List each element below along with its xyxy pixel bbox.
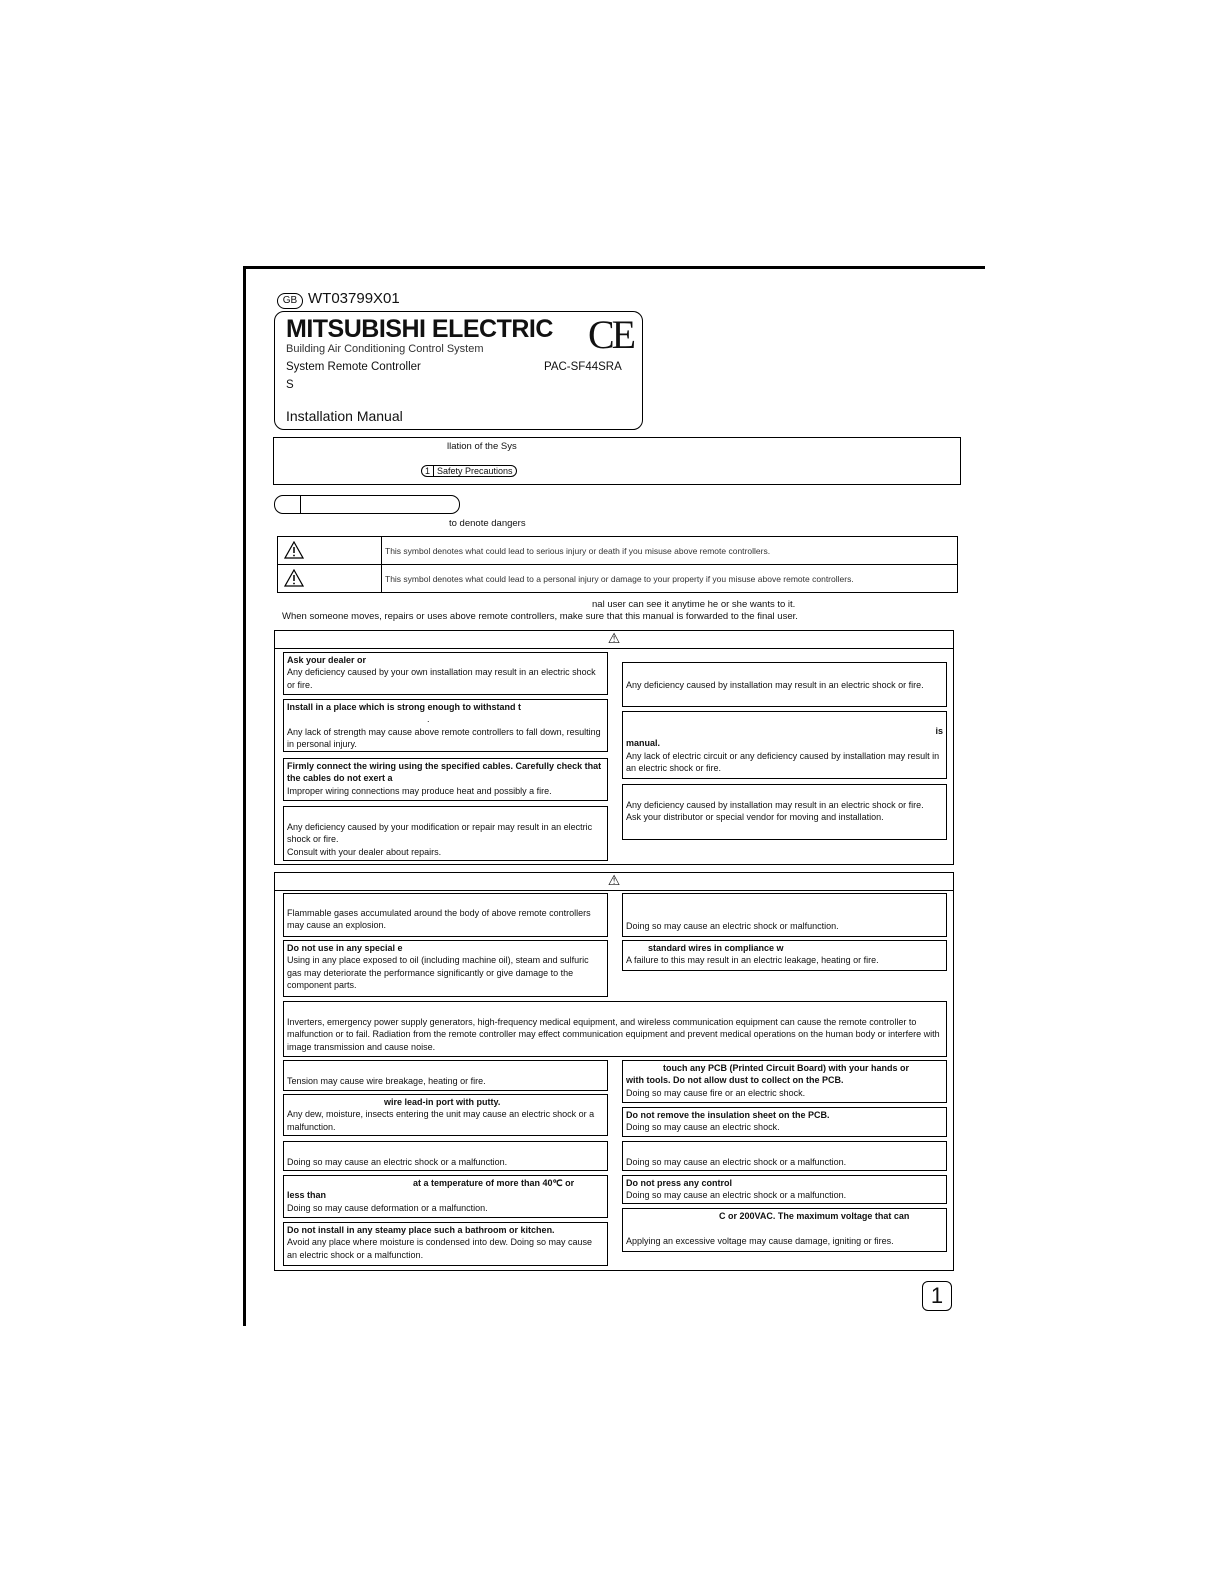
caution-item xyxy=(622,893,947,937)
contents-heading: llation of the Sys xyxy=(447,441,517,452)
caution-item xyxy=(283,1222,608,1266)
model-number: PAC-SF44SRA xyxy=(544,361,622,373)
warning-item-title: manual. xyxy=(626,738,661,749)
product-name: System Remote Controller xyxy=(286,361,421,373)
caution-item-title-2: with tools. Do not allow dust to collect on the PCB. xyxy=(626,1075,844,1086)
denote-text: to denote dangers xyxy=(449,518,526,529)
caution-item-title: C or 200VAC. The maximum voltage that can xyxy=(719,1211,910,1221)
warning-item xyxy=(283,652,608,695)
symbol-cell xyxy=(278,537,382,565)
caution-item xyxy=(622,940,947,971)
brand-logo: MITSUBISHI ELECTRIC xyxy=(286,315,553,343)
ce-mark-icon: CE xyxy=(588,312,634,357)
caution-item-title: standard wires in compliance w xyxy=(648,943,784,953)
manual-title: Installation Manual xyxy=(286,408,403,424)
caution-item xyxy=(283,940,608,997)
caution-item-title: Do not use in any special e xyxy=(287,943,403,953)
contents-item[interactable] xyxy=(421,465,517,477)
caution-item-body: Doing so may cause fire or an electric shock. xyxy=(626,1087,806,1098)
warning-item-body-2: Consult with your dealer about repairs. xyxy=(287,846,442,857)
caution-item-title: Do not remove the insulation sheet on the PCB. xyxy=(626,1110,830,1120)
warning-item xyxy=(283,806,608,861)
caution-item-body: Flammable gases accumulated around the body of above remote controllers may cause an explosion. xyxy=(287,908,591,931)
warning-item-body: Any deficiency caused by your own installation may result in an electric shock or fire. xyxy=(287,667,596,690)
warning-item-body: Any deficiency caused by installation may result in an electric shock or fire. xyxy=(626,680,924,690)
forward-manual-note: When someone moves, repairs or uses above remote controllers, make sure that this manual is forwarded to the final user. xyxy=(282,611,798,622)
caution-item-title: touch any PCB (Printed Circuit Board) with your hands or xyxy=(663,1063,910,1073)
caution-item xyxy=(622,1060,947,1103)
caution-item xyxy=(622,1175,947,1204)
warning-item xyxy=(622,711,947,779)
symbol-row xyxy=(278,565,958,593)
symbol-table xyxy=(277,536,958,593)
frame-top-rule xyxy=(243,266,985,269)
warning-item-title-right: is xyxy=(935,726,943,736)
caution-item-body: Tension may cause wire breakage, heating or fire. xyxy=(287,1076,486,1086)
symbol-description: This symbol denotes what could lead to a personal injury or damage to your property if you misuse above remote controllers. xyxy=(382,565,958,593)
warning-triangle-icon xyxy=(284,541,304,559)
caution-item-body: Avoid any place where moisture is condensed into dew. Doing so may cause an electric shock or a malfunction. xyxy=(287,1237,593,1260)
caution-item-body: A failure to this may result in an electric leakage, heating or fire. xyxy=(626,955,879,966)
warning-item-body: Any lack of strength may cause above remote controllers to fall down, resulting in personal injury. xyxy=(287,726,601,749)
caution-item-title: at a temperature of more than 40℃ or xyxy=(413,1178,575,1188)
page-number: 1 xyxy=(922,1281,952,1311)
contents-box xyxy=(273,437,961,485)
warning-item-extra: . xyxy=(427,714,430,725)
caution-item-body: Inverters, emergency power supply generators, high-frequency medical equipment, and wireless communication equipment can cause the remote controller to malfunction or to fail. Radiation from the remote controller may effect communication equipment and prevent medical operations on the human body or interfere with image transmission and cause noise. xyxy=(287,1017,940,1052)
caution-item-body: Applying an excessive voltage may cause damage, igniting or fires. xyxy=(626,1235,894,1246)
warning-item xyxy=(622,662,947,707)
caution-item-body: Doing so may cause an electric shock. xyxy=(626,1122,780,1133)
caution-triangle-icon: ⚠ xyxy=(607,872,621,888)
warning-item xyxy=(622,784,947,840)
symbol-cell xyxy=(278,565,382,593)
caution-item-title: Do not install in any steamy place such a bathroom or kitchen. xyxy=(287,1225,555,1235)
warning-triangle-icon: ⚠ xyxy=(607,630,621,646)
frame-left-rule xyxy=(243,266,246,1326)
caution-item xyxy=(283,1175,608,1218)
product-subline: S xyxy=(286,379,294,391)
caution-item-body: Any dew, moisture, insects entering the unit may cause an electric shock or a malfunction. xyxy=(287,1109,595,1132)
warning-triangle-icon xyxy=(284,569,304,587)
warning-item-body: Any deficiency caused by your modification or repair may result in an electric shock or fire. xyxy=(287,822,593,845)
warning-item xyxy=(283,758,608,801)
warning-item-title: Install in a place which is strong enough to withstand t xyxy=(287,702,522,712)
caution-header xyxy=(275,873,953,891)
section-pill-divider xyxy=(300,495,301,514)
caution-item-body: Doing so may cause an electric shock or a malfunction. xyxy=(626,1157,847,1167)
warning-item-body: Improper wiring connections may produce heat and possibly a fire. xyxy=(287,785,552,796)
caution-item-body: Doing so may cause deformation or a malfunction. xyxy=(287,1202,488,1213)
contents-item-number: 1 xyxy=(421,465,434,477)
warning-item-body: Any deficiency caused by installation may result in an electric shock or fire. xyxy=(626,800,924,810)
caution-item-body: Doing so may cause an electric shock or malfunction. xyxy=(626,921,839,931)
caution-item-title: wire lead-in port with putty. xyxy=(384,1097,501,1107)
caution-item xyxy=(622,1107,947,1137)
caution-item xyxy=(283,1094,608,1136)
caution-item-body: Doing so may cause an electric shock or a malfunction. xyxy=(287,1157,508,1167)
caution-item xyxy=(283,893,608,937)
document-code: WT03799X01 xyxy=(308,290,400,307)
caution-item xyxy=(622,1141,947,1171)
warning-item-title: Firmly connect the wiring using the specified cables. Carefully check that the cables do not exert a xyxy=(287,761,602,784)
warning-item-title: Ask your dealer or xyxy=(287,655,367,665)
system-subtitle: Building Air Conditioning Control System xyxy=(286,343,484,355)
caution-item-title-2: less than xyxy=(287,1190,327,1201)
caution-item-body: Using in any place exposed to oil (including machine oil), steam and sulfuric gas may deteriorate the performance significantly or give damage to the component parts. xyxy=(287,955,589,990)
symbol-description: This symbol denotes what could lead to serious injury or death if you misuse above remote controllers. xyxy=(382,537,958,565)
caution-item xyxy=(283,1141,608,1171)
region-badge: GB xyxy=(277,293,303,309)
warning-header xyxy=(275,631,953,649)
section-pill xyxy=(274,495,460,514)
caution-item xyxy=(622,1208,947,1252)
symbol-row xyxy=(278,537,958,565)
caution-item xyxy=(283,1060,608,1091)
warning-item xyxy=(283,699,608,752)
caution-item-body: Doing so may cause an electric shock or a malfunction. xyxy=(626,1190,847,1201)
final-user-note: nal user can see it anytime he or she wants to it. xyxy=(592,599,796,610)
warning-item-body-2: Ask your distributor or special vendor for moving and installation. xyxy=(626,812,884,823)
caution-wide-item xyxy=(283,1001,947,1057)
caution-item-title: Do not press any control xyxy=(626,1178,733,1188)
warning-item-body: Any lack of electric circuit or any deficiency caused by installation may result in an electric shock or fire. xyxy=(626,750,940,773)
contents-item-label: Safety Precautions xyxy=(433,465,517,477)
